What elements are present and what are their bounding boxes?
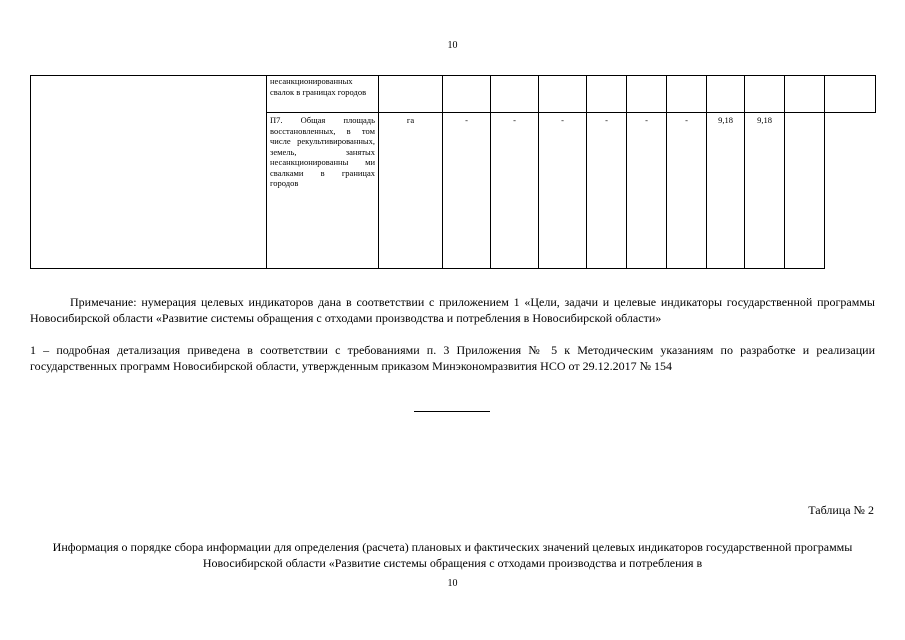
table-cell (707, 76, 745, 113)
value-cell (785, 113, 825, 269)
page-number-top: 10 (447, 40, 458, 51)
table-cell (745, 76, 785, 113)
indicator-name-cell: несанкционированных свалок в границах городов (267, 76, 379, 113)
unit-cell: га (379, 113, 443, 269)
value-cell: - (627, 113, 667, 269)
table-cell (539, 76, 587, 113)
table-cell-empty (31, 76, 267, 269)
table-cell (785, 76, 825, 113)
table-cell (627, 76, 667, 113)
page-number-bottom: 10 (447, 578, 458, 589)
note-paragraph: Примечание: нумерация целевых индикаторов дана в соответствии с приложением 1 «Цели, задачи и целевые индикаторы государственной программы Новосибирской области «Развитие системы обращения с отходами производства и потребления в Новосибирской области» (30, 295, 875, 325)
table-row (31, 76, 876, 113)
table-cell (587, 76, 627, 113)
footnote-paragraph: 1 – подробная детализация приведена в соответствии с требованиями п. 3 Приложения № 5 к Методическим указаниям по разработке и реализации государственных программ Новосибирской области, утвержденным приказом Минэкономразвития НСО от 29.12.2017 № 154 (30, 343, 875, 373)
value-cell: - (667, 113, 707, 269)
table-label: Таблица № 2 (808, 503, 874, 517)
separator-line (414, 411, 490, 412)
table-cell (491, 76, 539, 113)
table-cell (667, 76, 707, 113)
table-cell (443, 76, 491, 113)
value-cell: - (587, 113, 627, 269)
indicators-table (30, 75, 876, 269)
value-cell: - (443, 113, 491, 269)
value-cell: 9,18 (707, 113, 745, 269)
table-cell (379, 76, 443, 113)
value-cell: - (539, 113, 587, 269)
value-cell: 9,18 (745, 113, 785, 269)
value-cell: - (491, 113, 539, 269)
table-cell (825, 76, 876, 113)
info-heading: Информация о порядке сбора информации для определения (расчета) плановых и фактических значений целевых индикаторов государственной программы Новосибирской области «Развитие системы обращения с отходами производства и потребления в (52, 540, 853, 570)
indicator-name-cell: П7. Общая площадь восстановленных, в том числе рекультивированных, земель, занятых несанкционированны ми свалками в границах городов (267, 113, 379, 269)
